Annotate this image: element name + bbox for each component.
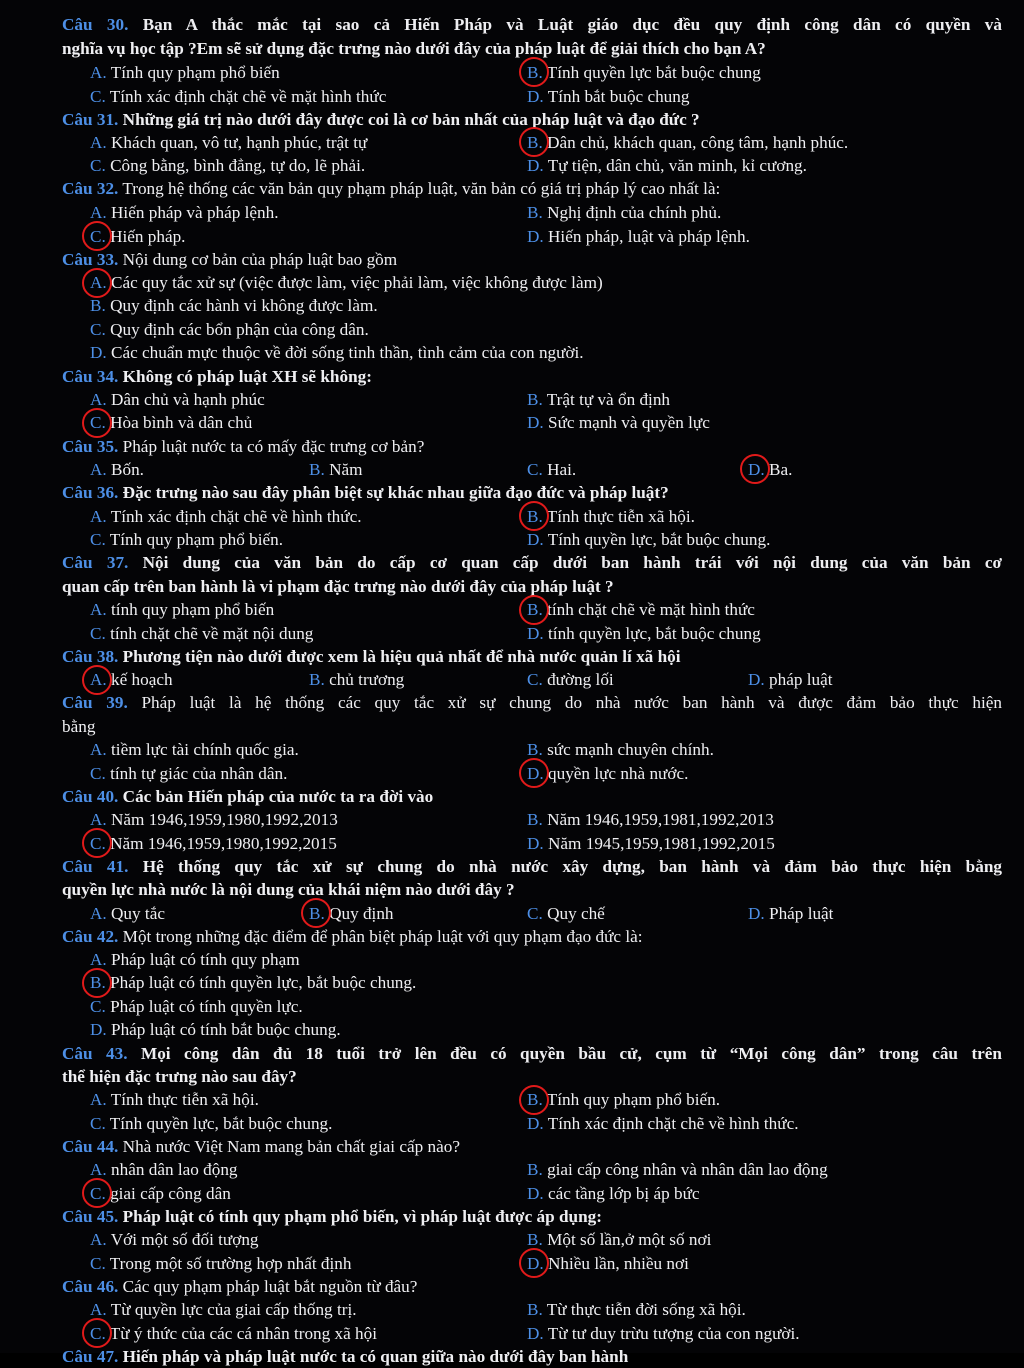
- question-44-stem: Câu 44. Nhà nước Việt Nam mang bản chất giai cấp nào?: [62, 1137, 460, 1156]
- question-46-options-row2: [0, 1322, 1024, 1345]
- option-43-b[interactable]: B. Tính quy phạm phổ biến.: [527, 1090, 721, 1109]
- question-33-option-b-row: [0, 294, 1024, 317]
- question-37-stem: Câu 37. Nội dung của văn bản do cấp cơ quan cấp dưới ban hành trái với nội dung của văn bản cơ: [62, 553, 1002, 572]
- option-33-b[interactable]: B. Quy định các hành vi không được làm.: [90, 296, 378, 315]
- question-46-options-row1: [0, 1298, 1024, 1321]
- question-45-options-row2: [0, 1252, 1024, 1275]
- option-46-a[interactable]: A. Từ quyền lực của giai cấp thống trị.: [90, 1300, 357, 1319]
- option-41-d[interactable]: D. Pháp luật: [748, 904, 834, 923]
- question-30-options-row1: [0, 61, 1024, 84]
- option-39-b[interactable]: B. sức mạnh chuyên chính.: [527, 740, 714, 759]
- question-47-fragment: Câu 47. Hiến pháp và pháp luật nước ta có quan giữa nào dưới đây ban hành: [62, 1347, 629, 1366]
- option-41-b[interactable]: B. Quy định: [309, 904, 394, 923]
- option-42-b[interactable]: B. Pháp luật có tính quyền lực, bắt buộc chung.: [90, 973, 417, 992]
- question-40-stem: Câu 40. Các bản Hiến pháp của nước ta ra đời vào: [62, 787, 434, 806]
- option-42-d[interactable]: D. Pháp luật có tính bắt buộc chung.: [90, 1020, 341, 1039]
- option-43-d[interactable]: D. Tính xác định chặt chẽ về hình thức.: [527, 1114, 799, 1133]
- question-37-options-row2: [0, 622, 1024, 645]
- option-30-a[interactable]: A. Tính quy phạm phổ biến: [90, 63, 280, 82]
- question-43-stem: Câu 43. Mọi công dân đủ 18 tuổi trở lên đều có quyền bầu cử, cụm từ “Mọi công dân” trong câu trên: [62, 1044, 1002, 1063]
- question-35-stem: Câu 35. Pháp luật nước ta có mấy đặc trưng cơ bản?: [62, 437, 425, 456]
- question-42-option-b-row: [0, 971, 1024, 994]
- question-42-option-d-row: [0, 1018, 1024, 1041]
- option-46-b[interactable]: B. Từ thực tiễn đời sống xã hội.: [527, 1300, 746, 1319]
- option-40-a[interactable]: A. Năm 1946,1959,1980,1992,2013: [90, 810, 338, 829]
- option-38-d[interactable]: D. pháp luật: [748, 670, 833, 689]
- question-34-stem: Câu 34. Không có pháp luật XH sẽ không:: [62, 367, 372, 386]
- option-37-b[interactable]: B. tính chặt chẽ về mặt hình thức: [527, 600, 755, 619]
- question-32-options-row1: [0, 201, 1024, 224]
- option-30-d[interactable]: D. Tính bắt buộc chung: [527, 87, 690, 106]
- option-31-d[interactable]: D. Tự tiện, dân chủ, văn minh, kỉ cương.: [527, 156, 807, 175]
- option-32-c[interactable]: C. Hiến pháp.: [90, 227, 186, 246]
- option-31-b[interactable]: B. Dân chủ, khách quan, công tâm, hạnh phúc.: [527, 133, 849, 152]
- question-38-options-row: [0, 668, 1024, 691]
- question-46-stem: Câu 46. Các quy phạm pháp luật bắt nguồn từ đâu?: [62, 1277, 418, 1296]
- option-40-b[interactable]: B. Năm 1946,1959,1981,1992,2013: [527, 810, 774, 829]
- question-31-stem: Câu 31. Những giá trị nào dưới đây được coi là cơ bản nhất của pháp luật và đạo đức ?: [62, 110, 700, 129]
- option-42-a[interactable]: A. Pháp luật có tính quy phạm: [90, 950, 300, 969]
- question-43-stem-cont: thể hiện đặc trưng nào sau đây?: [62, 1067, 297, 1086]
- option-45-c[interactable]: C. Trong một số trường hợp nhất định: [90, 1254, 352, 1273]
- option-44-c[interactable]: C. giai cấp công dân: [90, 1184, 231, 1203]
- question-39-stem-cont: bằng: [62, 717, 96, 736]
- question-31-options-row1: [0, 131, 1024, 154]
- question-41-options-row: [0, 902, 1024, 925]
- question-33-option-a-row: [0, 271, 1024, 294]
- option-37-a[interactable]: A. tính quy phạm phổ biến: [90, 600, 275, 619]
- option-35-a[interactable]: A. Bốn.: [90, 460, 144, 479]
- question-35-options-row: [0, 458, 1024, 481]
- option-42-c[interactable]: C. Pháp luật có tính quyền lực.: [90, 997, 303, 1016]
- question-34-options-row1: [0, 388, 1024, 411]
- option-32-a[interactable]: A. Hiến pháp và pháp lệnh.: [90, 203, 279, 222]
- option-30-c[interactable]: C. Tính xác định chặt chẽ về mặt hình thức: [90, 87, 387, 106]
- question-43-options-row1: [0, 1088, 1024, 1111]
- option-38-c[interactable]: C. đường lối: [527, 670, 614, 689]
- question-41-stem-cont: quyền lực nhà nước là nội dung của khái niệm nào dưới đây ?: [62, 880, 515, 899]
- question-39-options-row2: [0, 762, 1024, 785]
- option-41-a[interactable]: A. Quy tắc: [90, 904, 165, 923]
- question-30-stem-cont: nghĩa vụ học tập ?Em sẽ sử dụng đặc trưng nào dưới đây của pháp luật để giải thích cho bạn A?: [62, 39, 766, 58]
- question-42-option-a-row: [0, 948, 1024, 971]
- option-37-c[interactable]: C. tính chặt chẽ về mặt nội dung: [90, 624, 314, 643]
- option-41-c[interactable]: C. Quy chế: [527, 904, 605, 923]
- question-42-option-c-row: [0, 995, 1024, 1018]
- option-38-b[interactable]: B. chủ trương: [309, 670, 405, 689]
- question-30-options-row2: [0, 85, 1024, 108]
- option-34-a[interactable]: A. Dân chủ và hạnh phúc: [90, 390, 265, 409]
- option-46-d[interactable]: D. Từ tư duy trừu tượng của con người.: [527, 1324, 800, 1343]
- option-33-d[interactable]: D. Các chuẩn mực thuộc về đời sống tinh thần, tình cảm của con người.: [90, 343, 584, 362]
- option-32-b[interactable]: B. Nghị định của chính phủ.: [527, 203, 722, 222]
- option-33-c[interactable]: C. Quy định các bổn phận của công dân.: [90, 320, 369, 339]
- option-45-d[interactable]: D. Nhiều lần, nhiều nơi: [527, 1254, 689, 1273]
- question-45-options-row1: [0, 1228, 1024, 1251]
- question-38-stem: Câu 38. Phương tiện nào dưới được xem là hiệu quả nhất để nhà nước quản lí xã hội: [62, 647, 681, 666]
- question-31-options-row2: [0, 154, 1024, 177]
- option-44-a[interactable]: A. nhân dân lao động: [90, 1160, 238, 1179]
- question-41-stem: Câu 41. Hệ thống quy tắc xử sự chung do nhà nước xây dựng, ban hành và đảm bảo thực hiện bằng: [62, 857, 1002, 876]
- option-36-d[interactable]: D. Tính quyền lực, bắt buộc chung.: [527, 530, 771, 549]
- option-39-a[interactable]: A. tiềm lực tài chính quốc gia.: [90, 740, 299, 759]
- question-36-options-row2: [0, 528, 1024, 551]
- question-39-options-row1: [0, 738, 1024, 761]
- option-31-a[interactable]: A. Khách quan, vô tư, hạnh phúc, trật tự: [90, 133, 368, 152]
- option-34-b[interactable]: B. Trật tự và ổn định: [527, 390, 671, 409]
- option-37-d[interactable]: D. tính quyền lực, bắt buộc chung: [527, 624, 761, 643]
- option-34-c[interactable]: C. Hòa bình và dân chủ: [90, 413, 253, 432]
- option-36-a[interactable]: A. Tính xác định chặt chẽ về hình thức.: [90, 507, 362, 526]
- option-40-c[interactable]: C. Năm 1946,1959,1980,1992,2015: [90, 834, 337, 853]
- option-45-b[interactable]: B. Một số lần,ở một số nơi: [527, 1230, 712, 1249]
- option-38-a[interactable]: A. kế hoạch: [90, 670, 173, 689]
- option-43-a[interactable]: A. Tính thực tiễn xã hội.: [90, 1090, 259, 1109]
- question-40-options-row2: [0, 832, 1024, 855]
- option-36-c[interactable]: C. Tính quy phạm phổ biến.: [90, 530, 284, 549]
- question-37-options-row1: [0, 598, 1024, 621]
- question-33-option-c-row: [0, 318, 1024, 341]
- option-31-c[interactable]: C. Công bằng, bình đẳng, tự do, lẽ phải.: [90, 156, 366, 175]
- option-43-c[interactable]: C. Tính quyền lực, bắt buộc chung.: [90, 1114, 333, 1133]
- question-36-options-row1: [0, 505, 1024, 528]
- question-40-options-row1: [0, 808, 1024, 831]
- option-39-c[interactable]: C. tính tự giác của nhân dân.: [90, 764, 288, 783]
- question-36-stem: Câu 36. Đặc trưng nào sau đây phân biệt sự khác nhau giữa đạo đức và pháp luật?: [62, 483, 669, 502]
- option-30-b[interactable]: B. Tính quyền lực bắt buộc chung: [527, 63, 761, 82]
- option-34-d[interactable]: D. Sức mạnh và quyền lực: [527, 413, 710, 432]
- option-35-d[interactable]: D. Ba.: [748, 460, 793, 479]
- question-44-options-row2: [0, 1182, 1024, 1205]
- question-44-options-row1: [0, 1158, 1024, 1181]
- option-33-a[interactable]: A. Các quy tắc xử sự (việc được làm, việc phải làm, việc không được làm): [90, 273, 603, 292]
- question-30-stem: Câu 30. Bạn A thắc mắc tại sao cả Hiến Pháp và Luật giáo dục đều quy định công dân có quyền và: [62, 15, 1002, 34]
- question-32-options-row2: [0, 225, 1024, 248]
- question-37-stem-cont: quan cấp trên ban hành là vi phạm đặc trưng nào dưới đây của pháp luật ?: [62, 577, 614, 596]
- question-43-options-row2: [0, 1112, 1024, 1135]
- option-44-d[interactable]: D. các tầng lớp bị áp bức: [527, 1184, 700, 1203]
- option-44-b[interactable]: B. giai cấp công nhân và nhân dân lao động: [527, 1160, 828, 1179]
- question-45-stem: Câu 45. Pháp luật có tính quy phạm phổ biến, vì pháp luật được áp dụng:: [62, 1207, 602, 1226]
- question-34-options-row2: [0, 411, 1024, 434]
- option-45-a[interactable]: A. Với một số đối tượng: [90, 1230, 259, 1249]
- option-46-c[interactable]: C. Từ ý thức của các cá nhân trong xã hội: [90, 1324, 378, 1343]
- question-39-stem: Câu 39. Pháp luật là hệ thống các quy tắc xử sự chung do nhà nước ban hành và được đảm bảo thực hiện: [62, 693, 1002, 712]
- option-36-b[interactable]: B. Tính thực tiễn xã hội.: [527, 507, 695, 526]
- question-32-stem: Câu 32. Trong hệ thống các văn bản quy phạm pháp luật, văn bản có giá trị pháp lý cao nhất là:: [62, 179, 721, 198]
- option-35-c[interactable]: C. Hai.: [527, 460, 577, 479]
- option-35-b[interactable]: B. Năm: [309, 460, 363, 479]
- option-40-d[interactable]: D. Năm 1945,1959,1981,1992,2015: [527, 834, 775, 853]
- question-33-stem: Câu 33. Nội dung cơ bản của pháp luật bao gồm: [62, 250, 398, 269]
- question-33-option-d-row: [0, 341, 1024, 364]
- question-42-stem: Câu 42. Một trong những đặc điểm để phân biệt pháp luật với quy phạm đạo đức là:: [62, 927, 643, 946]
- option-32-d[interactable]: D. Hiến pháp, luật và pháp lệnh.: [527, 227, 750, 246]
- option-39-d[interactable]: D. quyền lực nhà nước.: [527, 764, 689, 783]
